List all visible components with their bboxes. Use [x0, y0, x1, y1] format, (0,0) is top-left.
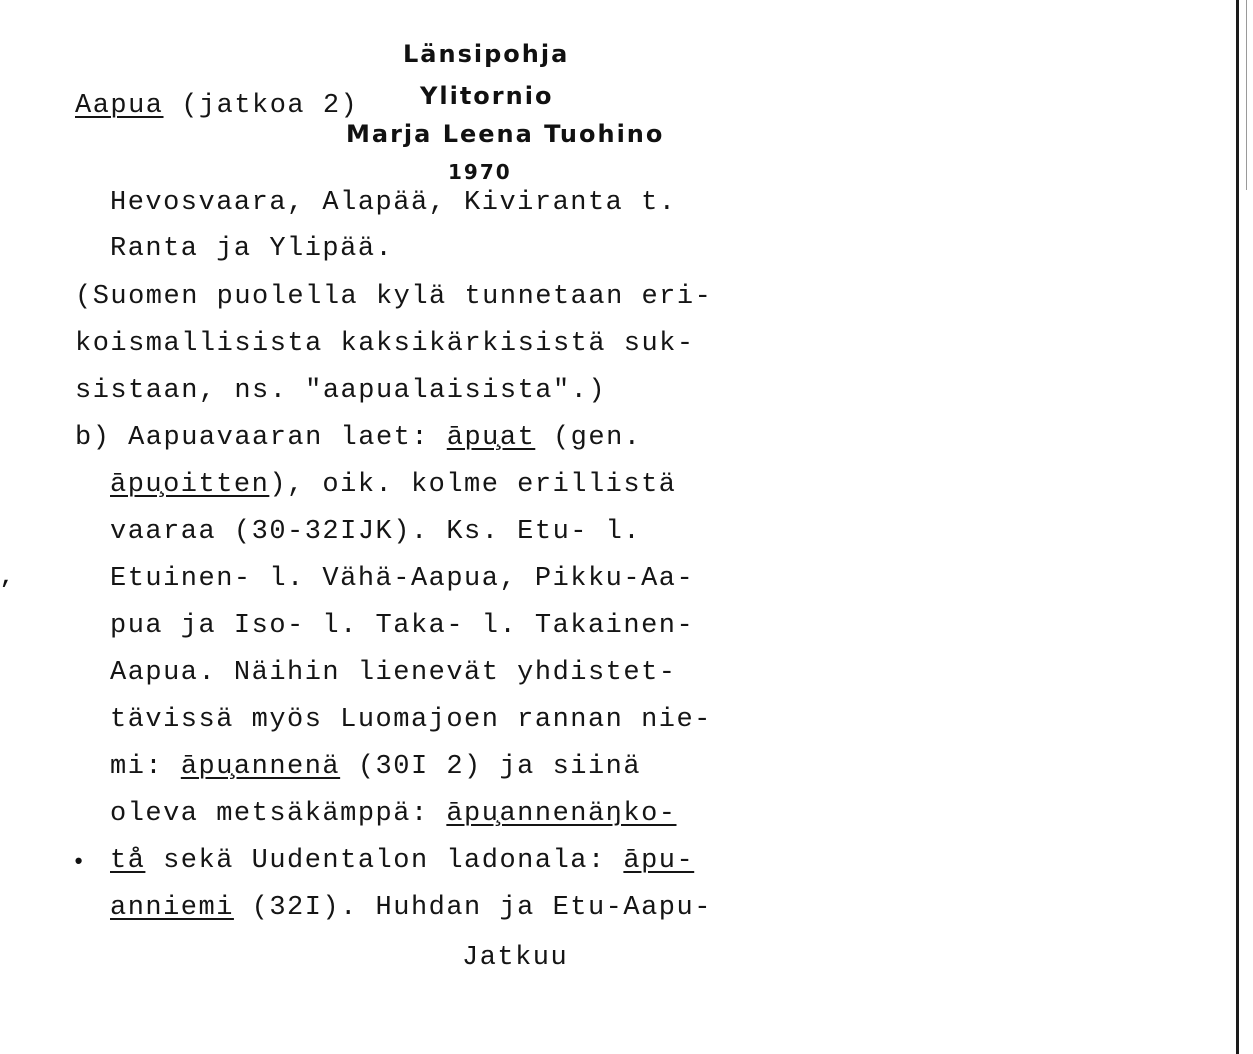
parish-stamp: Ylitornio: [420, 82, 554, 110]
text-line-9: Etuinen- l. Vähä-Aapua, Pikku-Aa-: [110, 564, 695, 594]
text-line-16: [110, 895, 712, 922]
text-line-15-middle: sekä Uudentalon ladonala:: [145, 846, 624, 876]
place-name-apuoitten: āpu̧oitten: [110, 470, 270, 500]
region-stamp: Länsipohja: [403, 40, 570, 68]
text-line-13-end: (30I 2) ja siinä: [340, 752, 642, 782]
place-name-ta: tå: [110, 846, 146, 876]
text-line-4: koismallisista kaksikärkisistä suk-: [75, 329, 695, 359]
place-name-apu: āpu-: [623, 846, 695, 876]
left-margin-mark: ,: [0, 565, 14, 590]
text-line-13-start: mi:: [110, 752, 181, 782]
text-line-6: [75, 425, 642, 452]
text-line-12: tävissä myös Luomajoen rannan nie-: [110, 705, 712, 735]
text-line-15: [110, 848, 694, 875]
scan-edge-faint-line: [1246, 0, 1247, 190]
text-line-1: Hevosvaara, Alapää, Kiviranta t.: [110, 188, 677, 218]
text-line-14: [110, 801, 677, 828]
entry-title: [75, 93, 358, 120]
text-line-13: [110, 754, 641, 781]
continuation-note: Jatkuu: [462, 943, 569, 973]
bullet-mark: •: [72, 850, 86, 875]
place-name-apuannena: āpu̧annenä: [180, 752, 341, 782]
place-name-anniemi: anniemi: [110, 893, 234, 923]
text-line-14-start: oleva metsäkämppä:: [110, 799, 447, 829]
text-line-2: Ranta ja Ylipää.: [110, 234, 394, 264]
place-name-apuat: āpu̧at: [446, 423, 536, 453]
text-line-5: sistaan, ns. "aapualaisista".): [75, 376, 607, 406]
text-line-6-start: b) Aapuavaaran laet:: [75, 423, 447, 453]
text-line-16-end: (32I). Huhdan ja Etu-Aapu-: [233, 893, 712, 923]
collector-stamp: Marja Leena Tuohino: [346, 120, 665, 148]
text-line-3: (Suomen puolella kylä tunnetaan eri-: [75, 282, 713, 312]
place-name-apuannenanko: āpu̧annenäŋko-: [446, 799, 677, 829]
entry-title-continuation: (jatkoa 2): [163, 91, 359, 121]
entry-title-word: Aapua: [75, 91, 164, 121]
text-line-8: vaaraa (30-32IJK). Ks. Etu- l.: [110, 517, 642, 547]
text-line-7-end: ), oik. kolme erillistä: [269, 470, 677, 500]
text-line-6-end: (gen.: [535, 423, 642, 453]
scan-edge-line: [1236, 0, 1239, 1054]
text-line-11: Aapua. Näihin lienevät yhdistet-: [110, 658, 677, 688]
year-stamp: 1970: [448, 160, 512, 184]
text-line-7: [110, 472, 677, 499]
text-line-10: pua ja Iso- l. Taka- l. Takainen-: [110, 611, 695, 641]
